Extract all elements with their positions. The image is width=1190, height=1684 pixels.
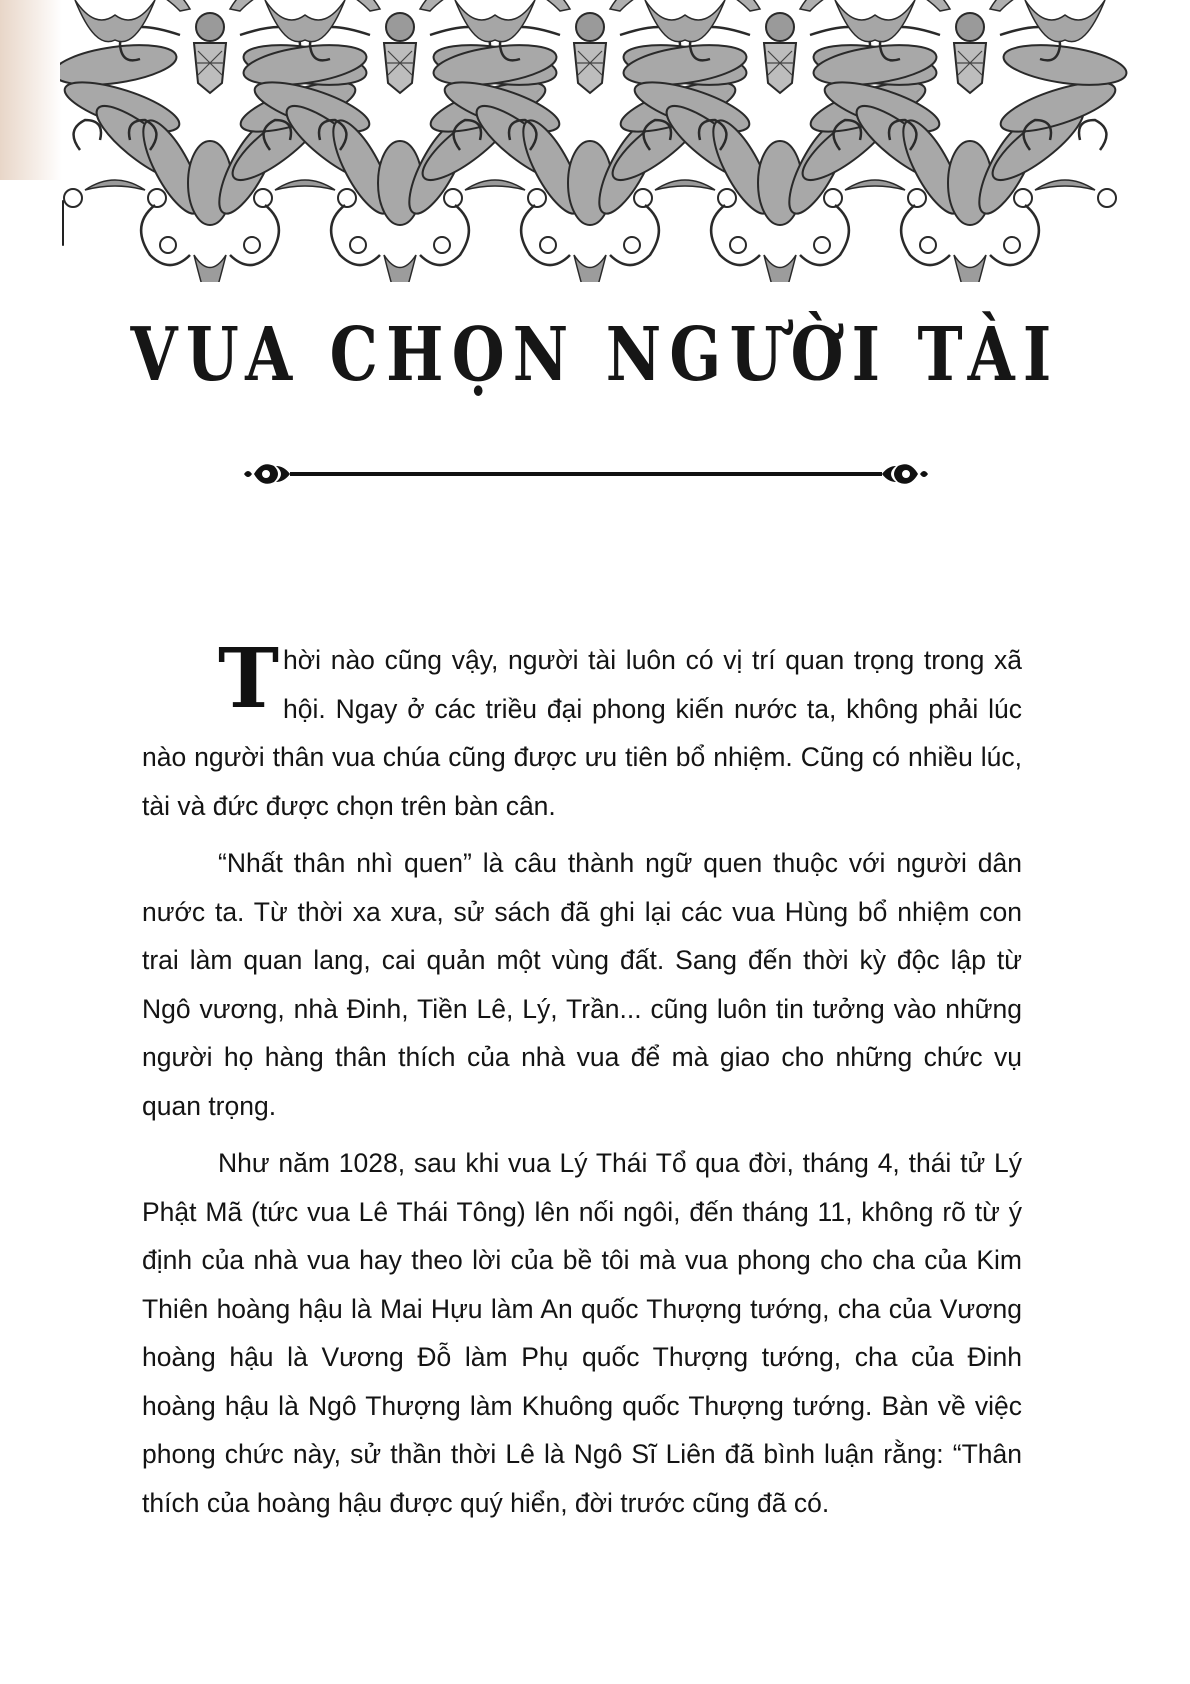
paragraph-1 bbox=[142, 631, 1022, 830]
paragraph-3: Như năm 1028, sau khi vua Lý Thái Tổ qua đời, tháng 4, thái tử Lý Phật Mã (tức vua Lê Thái Tông) lên nối ngôi, đến tháng 11, không rõ từ ý định của nhà vua hay theo lời của bề tôi mà vua phong cho cha của Kim Thiên hoàng hậu là Mai Hựu làm An quốc Thượng tướng, cha của Vương hoàng hậu là Vương Đỗ làm Phụ quốc Thượng tướng, cha của Đinh hoàng hậu là Ngô Thượng làm Khuông quốc Thượng tướng. Bàn về việc phong chức này, sử thần thời Lê là Ngô Sĩ Liên đã bình luận rằng: “Thân thích của hoàng hậu được quý hiển, đời trước cũng đã có. bbox=[142, 1148, 1022, 1518]
paragraph-1-text: hời nào cũng vậy, người tài luôn có vị trí quan trọng trong xã hội. Ngay ở các triều đại phong kiến nước ta, không phải lúc nào người thân vua chúa cũng được ưu tiên bổ nhiệm. Cũng có nhiều lúc, tài và đức được chọn trên bàn cân. bbox=[142, 645, 1022, 821]
paragraph-2: “Nhất thân nhì quen” là câu thành ngữ quen thuộc với người dân nước ta. Từ thời xa xưa, sử sách đã ghi lại các vua Hùng bổ nhiệm con trai làm quan lang, cai quản một vùng đất. Sang đến thời kỳ độc lập từ Ngô vương, nhà Đinh, Tiền Lê, Lý, Trần... cũng luôn tin tưởng vào những người họ hàng thân thích của nhà vua để mà giao cho những chức vụ quan trọng. bbox=[142, 848, 1022, 1121]
floral-border-ornament-icon bbox=[60, 0, 1128, 282]
body-text bbox=[142, 631, 1022, 1536]
chapter-title: VUA CHỌN NGƯỜI TÀI bbox=[130, 312, 1060, 398]
drop-cap: T bbox=[218, 631, 280, 727]
scan-edge-shadow bbox=[0, 0, 62, 180]
title-divider-ornament-icon bbox=[240, 456, 932, 492]
